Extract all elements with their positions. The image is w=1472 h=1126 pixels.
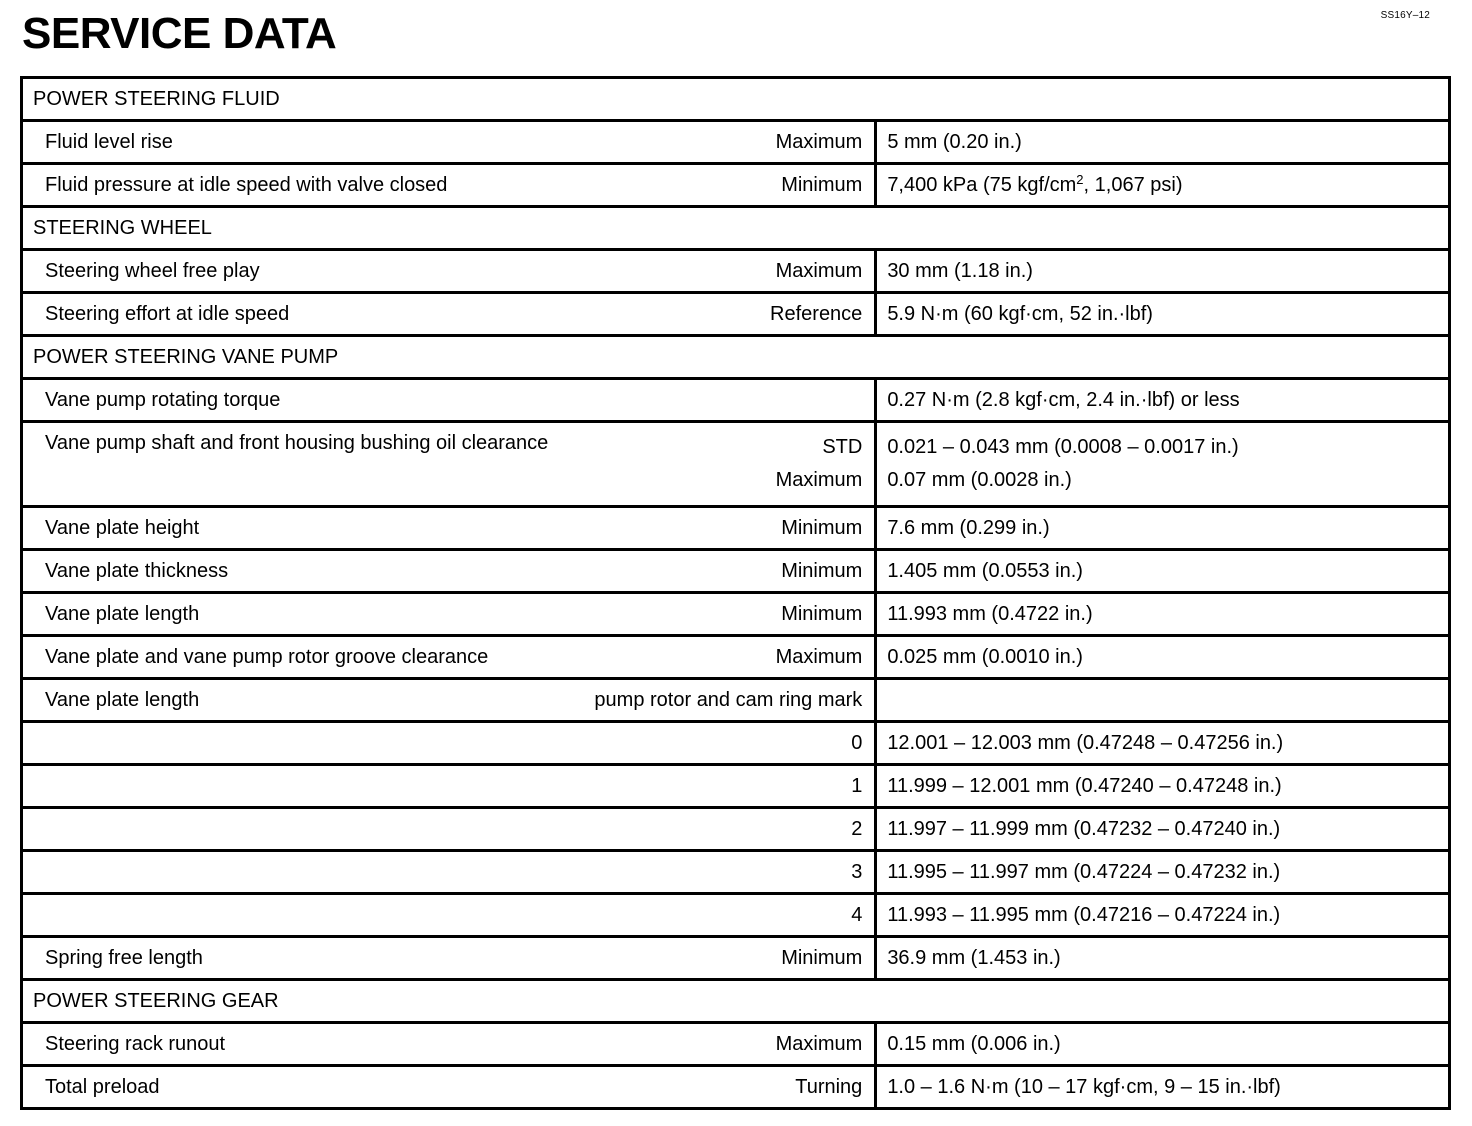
- value-max: 0.07 mm (0.0028 in.): [887, 469, 1072, 491]
- table-row-mark: [22, 765, 1450, 808]
- table-row: [22, 937, 1450, 980]
- mark-label: 2: [560, 808, 876, 851]
- value-part: , 1,067 psi): [1083, 173, 1183, 196]
- value-std: 0.021 – 0.043 mm (0.0008 – 0.0017 in.): [887, 436, 1239, 458]
- spec-value: 11.997 – 11.999 mm (0.47232 – 0.47240 in.): [876, 808, 1450, 851]
- condition-label: [560, 422, 876, 507]
- item-label: [22, 851, 561, 894]
- condition-label: Maximum: [560, 121, 876, 164]
- table-row-mark: [22, 808, 1450, 851]
- table-row: [22, 164, 1450, 207]
- spec-value: 11.999 – 12.001 mm (0.47240 – 0.47248 in.): [876, 765, 1450, 808]
- item-label: [22, 808, 561, 851]
- condition-label: Minimum: [560, 507, 876, 550]
- item-text: Vane pump shaft and front housing bushing oil clearance: [45, 432, 549, 454]
- spec-value: [876, 679, 1450, 722]
- table-row: [22, 593, 1450, 636]
- value-superscript: 2: [1076, 171, 1084, 187]
- spec-value: 11.995 – 11.997 mm (0.47224 – 0.47232 in.): [876, 851, 1450, 894]
- spec-value: [876, 164, 1450, 207]
- condition-max: Maximum: [775, 469, 863, 491]
- spec-value: 11.993 mm (0.4722 in.): [876, 593, 1450, 636]
- table-row: [22, 379, 1450, 422]
- table-row: [22, 550, 1450, 593]
- spec-value: 1.0 – 1.6 N·m (10 – 17 kgf·cm, 9 – 15 in.·lbf): [876, 1066, 1450, 1109]
- item-label: Vane plate thickness: [22, 550, 561, 593]
- section-title: STEERING WHEEL: [22, 207, 1450, 250]
- table-row: [22, 636, 1450, 679]
- spec-value: 1.405 mm (0.0553 in.): [876, 550, 1450, 593]
- item-label: Vane plate height: [22, 507, 561, 550]
- item-label: Vane pump rotating torque: [22, 379, 561, 422]
- table-row-mark: [22, 722, 1450, 765]
- section-title: POWER STEERING FLUID: [33, 87, 280, 110]
- spec-value: 5.9 N·m (60 kgf·cm, 52 in.·lbf): [876, 293, 1450, 336]
- table-row: [22, 1023, 1450, 1066]
- spec-value: 0.025 mm (0.0010 in.): [876, 636, 1450, 679]
- mark-label: 0: [560, 722, 876, 765]
- section-title: POWER STEERING VANE PUMP: [22, 336, 1450, 379]
- table-row: [22, 250, 1450, 293]
- mark-label: 3: [560, 851, 876, 894]
- section-row-power-steering-fluid: [22, 78, 1450, 121]
- table-row: [22, 507, 1450, 550]
- item-label: [22, 894, 561, 937]
- table-row: [22, 679, 1450, 722]
- page-title: SERVICE DATA: [22, 9, 337, 58]
- spec-value: 12.001 – 12.003 mm (0.47248 – 0.47256 in.): [876, 722, 1450, 765]
- section-title: POWER STEERING GEAR: [22, 980, 1450, 1023]
- spec-value: 11.993 – 11.995 mm (0.47216 – 0.47224 in.): [876, 894, 1450, 937]
- condition-label: Minimum: [560, 937, 876, 980]
- section-row-vane-pump: [22, 336, 1450, 379]
- item-label: Vane plate length: [22, 593, 561, 636]
- spec-value: [876, 422, 1450, 507]
- item-label: Total preload: [22, 1066, 561, 1109]
- item-label: Steering rack runout: [22, 1023, 561, 1066]
- value-part: 7,400 kPa (75 kgf/cm: [887, 173, 1077, 196]
- item-label: Vane plate and vane pump rotor groove clearance: [22, 636, 561, 679]
- condition-label: [560, 379, 876, 422]
- table-row: [22, 293, 1450, 336]
- item-label: Vane plate length: [22, 679, 561, 722]
- section-row-steering-wheel: [22, 207, 1450, 250]
- condition-label: Maximum: [560, 250, 876, 293]
- spec-value: 0.15 mm (0.006 in.): [876, 1023, 1450, 1066]
- item-label: Spring free length: [22, 937, 561, 980]
- item-label: Steering effort at idle speed: [22, 293, 561, 336]
- condition-std: STD: [822, 436, 863, 458]
- item-label: [22, 765, 561, 808]
- mark-label: 1: [560, 765, 876, 808]
- service-data-table: [20, 76, 1451, 1110]
- item-label: Fluid level rise: [22, 121, 561, 164]
- condition-label: Minimum: [560, 550, 876, 593]
- condition-label: Maximum: [560, 1023, 876, 1066]
- table-row: [22, 422, 1450, 507]
- item-label: Steering wheel free play: [22, 250, 561, 293]
- condition-label: Minimum: [560, 593, 876, 636]
- mark-label: 4: [560, 894, 876, 937]
- item-label: [22, 422, 561, 507]
- section-row-steering-gear: [22, 980, 1450, 1023]
- condition-label: Maximum: [560, 636, 876, 679]
- spec-value: 5 mm (0.20 in.): [876, 121, 1450, 164]
- spec-value: 36.9 mm (1.453 in.): [876, 937, 1450, 980]
- condition-label: pump rotor and cam ring mark: [560, 679, 876, 722]
- item-label: [22, 722, 561, 765]
- item-label: Fluid pressure at idle speed with valve closed: [22, 164, 561, 207]
- table-row-mark: [22, 894, 1450, 937]
- spec-value: 7.6 mm (0.299 in.): [876, 507, 1450, 550]
- condition-label: Turning: [560, 1066, 876, 1109]
- table-row: [22, 121, 1450, 164]
- page-code: SS16Y–12: [1380, 10, 1430, 21]
- table-row: [22, 1066, 1450, 1109]
- condition-label: Minimum: [560, 164, 876, 207]
- condition-label: Reference: [560, 293, 876, 336]
- spec-value: 30 mm (1.18 in.): [876, 250, 1450, 293]
- table-row-mark: [22, 851, 1450, 894]
- spec-value: 0.27 N·m (2.8 kgf·cm, 2.4 in.·lbf) or less: [876, 379, 1450, 422]
